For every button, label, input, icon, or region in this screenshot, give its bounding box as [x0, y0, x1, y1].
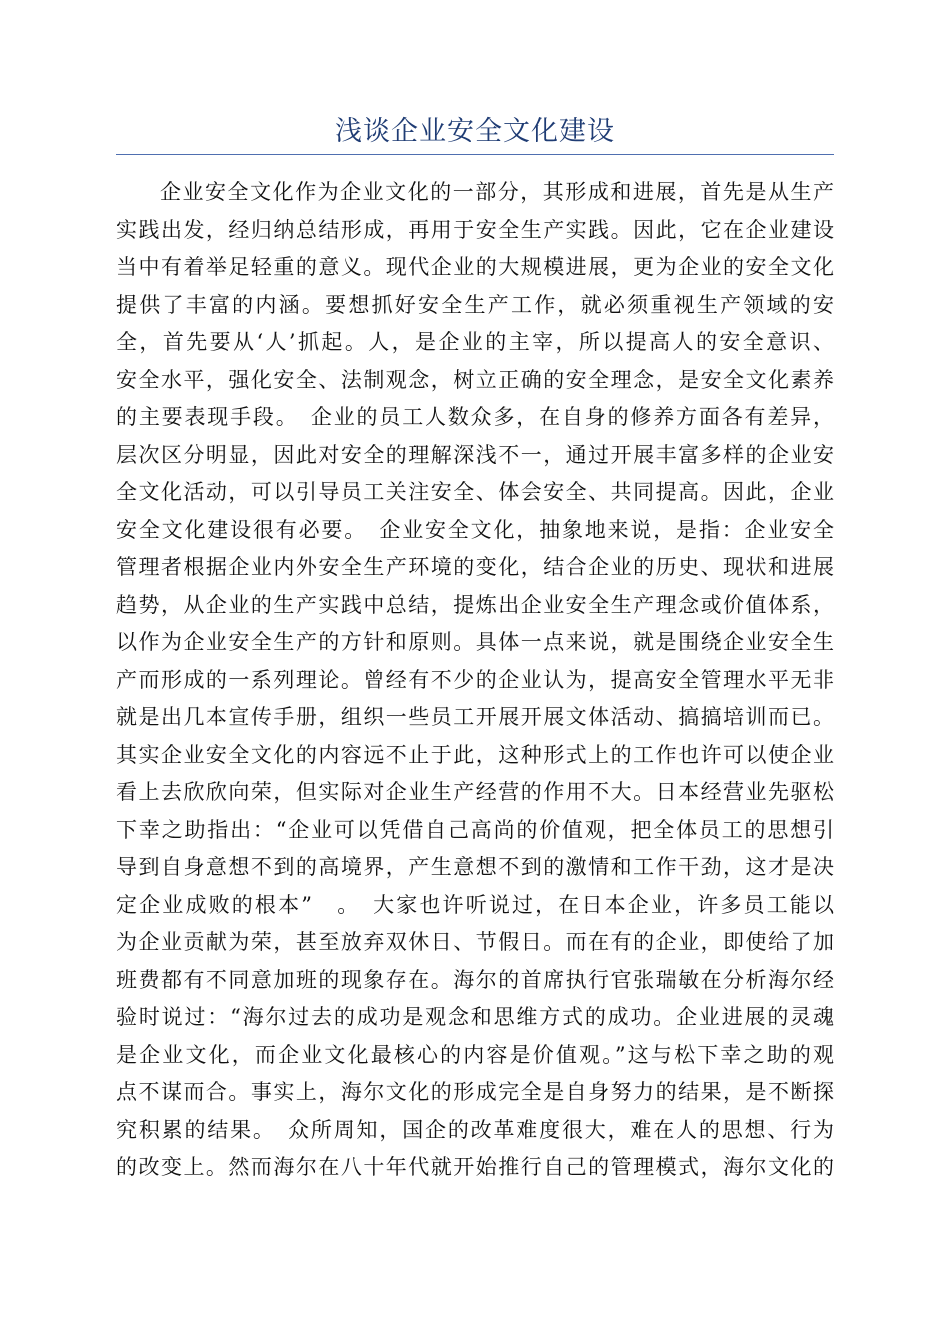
text-line: 当中有着举足轻重的意义。现代企业的大规模进展，更为企业的安全文化: [116, 255, 834, 279]
text-line: 安全文化建设很有必要。 企业安全文化，抽象地来说，是指：企业安全: [116, 517, 834, 542]
text-line: 实践出发，经归纳总结形成，再用于安全生产实践。因此，它在企业建设: [116, 217, 834, 242]
text-line: 趋势，从企业的生产实践中总结，提炼出企业安全生产理念或价值体系，: [116, 592, 834, 617]
text-line: 是企业文化，而企业文化最核心的内容是价值观。”这与松下幸之助的观: [116, 1042, 834, 1067]
text-line: 层次区分明显，因此对安全的理解深浅不一，通过开展丰富多样的企业安: [116, 442, 834, 467]
text-line: 点不谋而合。事实上，海尔文化的形成完全是自身努力的结果，是不断探: [116, 1080, 834, 1104]
text-line: 的改变上。然而海尔在八十年代就开始推行自己的管理模式，海尔文化的: [116, 1155, 834, 1179]
text-line: 验时说过：“海尔过去的成功是观念和思维方式的成功。企业进展的灵魂: [116, 1005, 834, 1029]
text-line: 以作为企业安全生产的方针和原则。具体一点来说，就是围绕企业安全生: [116, 630, 834, 654]
article-body: [116, 174, 834, 1187]
text-line: 定企业成败的根本” 。 大家也许听说过，在日本企业，许多员工能以: [116, 892, 834, 917]
text-line: 安全水平，强化安全、法制观念，树立正确的安全理念，是安全文化素养: [116, 367, 834, 392]
text-line: 提供了丰富的内涵。要想抓好安全生产工作，就必须重视生产领域的安: [116, 292, 834, 317]
text-line: 的主要表现手段。 企业的员工人数众多，在自身的修养方面各有差异，: [116, 405, 834, 429]
text-line: 全文化活动，可以引导员工关注安全、体会安全、共同提高。因此，企业: [116, 480, 834, 504]
text-line: 看上去欣欣向荣，但实际对企业生产经营的作用不大。日本经营业先驱松: [116, 780, 834, 804]
text-line: 其实企业安全文化的内容远不止于此，这种形式上的工作也许可以使企业: [116, 742, 834, 767]
page-title: 浅谈企业安全文化建设: [335, 116, 615, 147]
text-line: 下幸之助指出：“企业可以凭借自己高尚的价值观，把全体员工的思想引: [116, 817, 834, 842]
text-line: 班费都有不同意加班的现象存在。海尔的首席执行官张瑞敏在分析海尔经: [116, 967, 834, 992]
text-line: 全，首先要从‘人’抓起。人，是企业的主宰，所以提高人的安全意识、: [116, 330, 834, 354]
text-line: 就是出几本宣传手册，组织一些员工开展开展文体活动、搞搞培训而已。: [116, 705, 834, 729]
text-line: 管理者根据企业内外安全生产环境的变化，结合企业的历史、现状和进展: [116, 555, 834, 579]
text-line: 产而形成的一系列理论。曾经有不少的企业认为，提高安全管理水平无非: [116, 667, 834, 692]
text-line: 导到自身意想不到的高境界，产生意想不到的激情和工作干劲，这才是决: [116, 855, 834, 879]
text-line: 企业安全文化作为企业文化的一部分，其形成和进展，首先是从生产: [160, 180, 834, 204]
text-line: 究积累的结果。 众所周知，国企的改革难度很大，难在人的思想、行为: [116, 1117, 834, 1142]
title-underline: [116, 154, 834, 155]
text-line: 为企业贡献为荣，甚至放弃双休日、节假日。而在有的企业，即使给了加: [116, 930, 834, 954]
